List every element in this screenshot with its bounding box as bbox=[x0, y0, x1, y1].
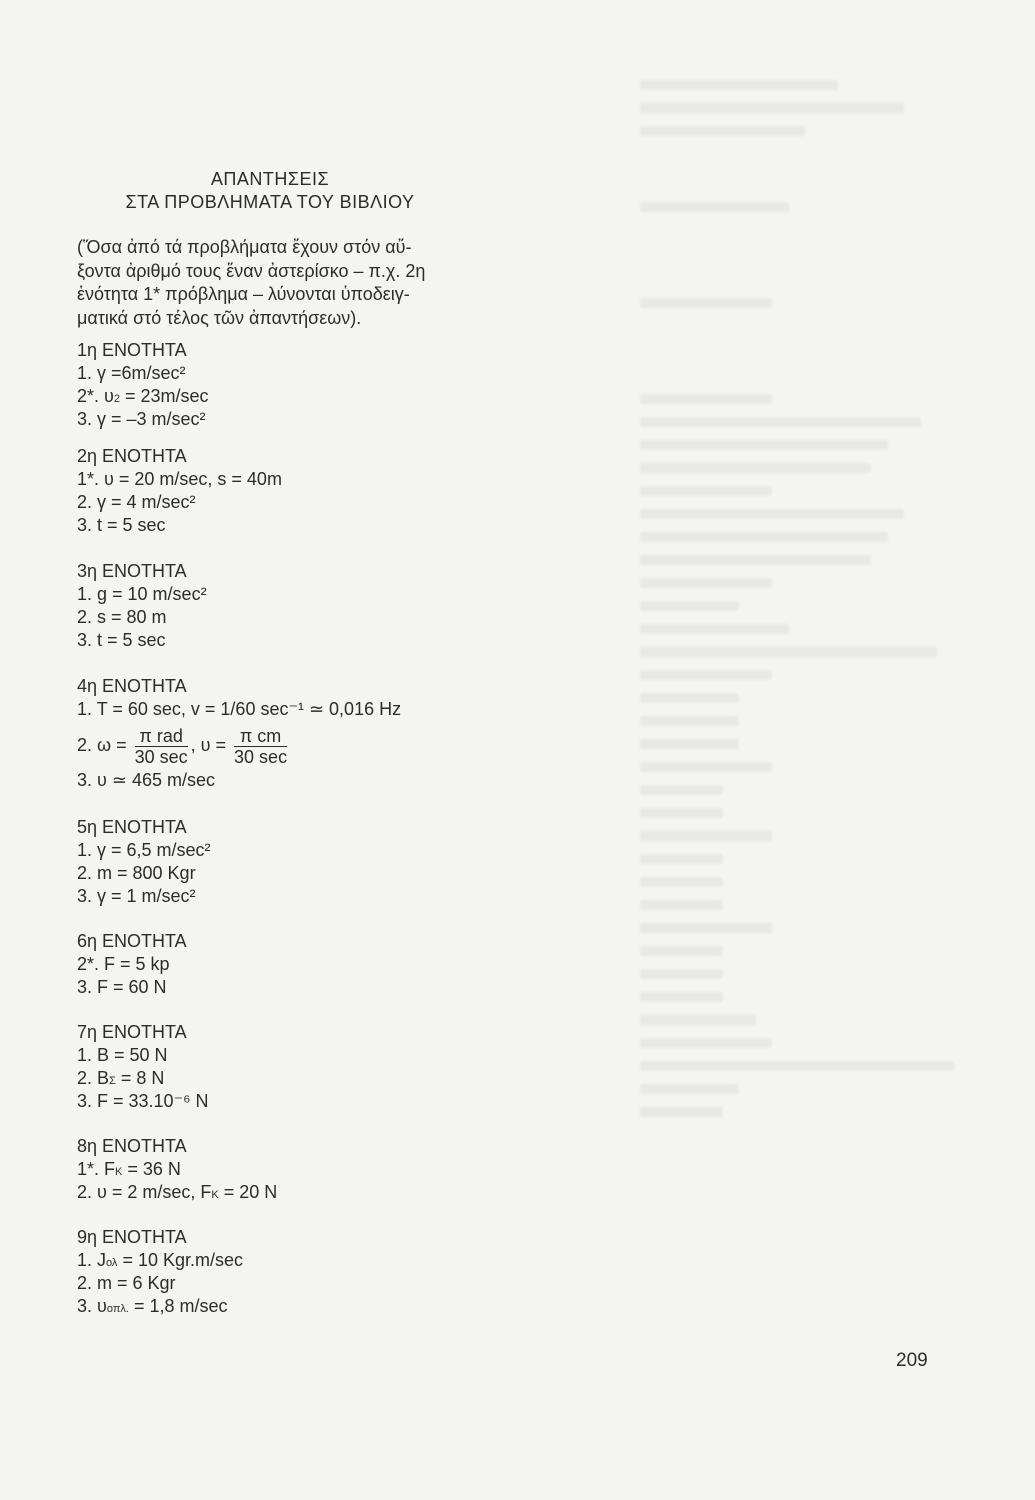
answer-line: 1. Jολ = 10 Kgr.m/sec bbox=[77, 1250, 243, 1270]
section-1 bbox=[77, 338, 497, 430]
answer-line: 3. υ ≃ 465 m/sec bbox=[77, 769, 215, 790]
section-3 bbox=[77, 559, 497, 651]
section-heading: 7η ΕΝΟΤΗΤΑ bbox=[77, 1022, 187, 1042]
intro-line: (Ὅσα ἀπό τά προβλήματα ἔχουν στόν αὔ- bbox=[77, 237, 412, 257]
intro-line: ἑνότητα 1* πρόβλημα – λύνονται ὑποδειγ- bbox=[77, 284, 410, 304]
answer-line: 3. t = 5 sec bbox=[77, 629, 166, 650]
answer-line: 2. s = 80 m bbox=[77, 606, 167, 627]
answer-line: 2. m = 800 Kgr bbox=[77, 862, 196, 883]
section-heading: 8η ΕΝΟΤΗΤΑ bbox=[77, 1136, 187, 1156]
section-8 bbox=[77, 1134, 497, 1204]
answer-line: 1. γ = 6,5 m/sec² bbox=[77, 840, 211, 860]
answer-line: 1*. FK = 36 N bbox=[77, 1159, 181, 1179]
answer-line: 2. γ = 4 m/sec² bbox=[77, 491, 196, 512]
section-heading: 5η ΕΝΟΤΗΤΑ bbox=[77, 817, 187, 837]
answer-line: 2. m = 6 Kgr bbox=[77, 1272, 176, 1293]
section-6 bbox=[77, 929, 497, 999]
section-4 bbox=[77, 674, 497, 792]
intro-line: ξοντα ἀριθμό τους ἕναν ἀστερίσκο – π.χ. 2η bbox=[77, 260, 426, 281]
page-number: 209 bbox=[896, 1350, 928, 1371]
answer-line: 1. B = 50 N bbox=[77, 1045, 168, 1065]
answer-line: 3. υοπλ. = 1,8 m/sec bbox=[77, 1295, 228, 1316]
fraction: $\frac{\text{π rad}}{30 \sec}$ bbox=[134, 725, 188, 767]
intro-note bbox=[77, 236, 477, 330]
answer-line: 3. F = 60 N bbox=[77, 976, 167, 997]
section-heading: 4η ΕΝΟΤΗΤΑ bbox=[77, 676, 187, 696]
answer-line: 1*. υ = 20 m/sec, s = 40m bbox=[77, 469, 282, 489]
section-2 bbox=[77, 444, 497, 536]
section-heading: 3η ΕΝΟΤΗΤΑ bbox=[77, 561, 187, 581]
answer-line: 3. γ = 1 m/sec² bbox=[77, 885, 196, 906]
answer-line: 3. t = 5 sec bbox=[77, 514, 166, 535]
answer-line: 1. γ =6m/sec² bbox=[77, 363, 186, 383]
answer-line-fractions: 2. ω = $\frac{\text{π rad}}{30 \sec}$ , υ = $\frac{\text{π cm}}{30 \sec}$ bbox=[77, 725, 288, 767]
answer-line: 2. BΣ = 8 N bbox=[77, 1067, 165, 1088]
section-heading: 1η ΕΝΟΤΗΤΑ bbox=[77, 340, 187, 360]
page-subtitle: ΣΤΑ ΠΡΟΒΛΗΜΑΤΑ ΤΟΥ ΒΙΒΛΙΟΥ bbox=[125, 192, 415, 212]
answer-line: 2*. υ2 = 23m/sec bbox=[77, 385, 209, 406]
answer-line: 3. γ = –3 m/sec² bbox=[77, 408, 206, 429]
answer-line: 1. T = 60 sec, v = 1/60 sec⁻¹ ≃ 0,016 Hz bbox=[77, 699, 402, 719]
bleed-through-text bbox=[640, 80, 970, 1320]
section-9 bbox=[77, 1225, 497, 1317]
section-heading: 9η ΕΝΟΤΗΤΑ bbox=[77, 1227, 187, 1247]
intro-line: ματικά στό τέλος τῶν ἀπαντήσεων). bbox=[77, 307, 362, 328]
page-title: ΑΠΑΝΤΗΣΕΙΣ bbox=[210, 169, 330, 189]
section-heading: 2η ΕΝΟΤΗΤΑ bbox=[77, 446, 187, 466]
fraction: $\frac{\text{π cm}}{30 \sec}$ bbox=[234, 725, 288, 767]
section-heading: 6η ΕΝΟΤΗΤΑ bbox=[77, 931, 187, 951]
answer-line: 2*. F = 5 kp bbox=[77, 954, 170, 974]
section-5 bbox=[77, 815, 497, 907]
answer-line: 3. F = 33.10⁻⁶ N bbox=[77, 1090, 209, 1111]
answer-line: 1. g = 10 m/sec² bbox=[77, 584, 207, 604]
section-7 bbox=[77, 1020, 497, 1112]
answer-line: 2. υ = 2 m/sec, FK = 20 N bbox=[77, 1181, 278, 1202]
